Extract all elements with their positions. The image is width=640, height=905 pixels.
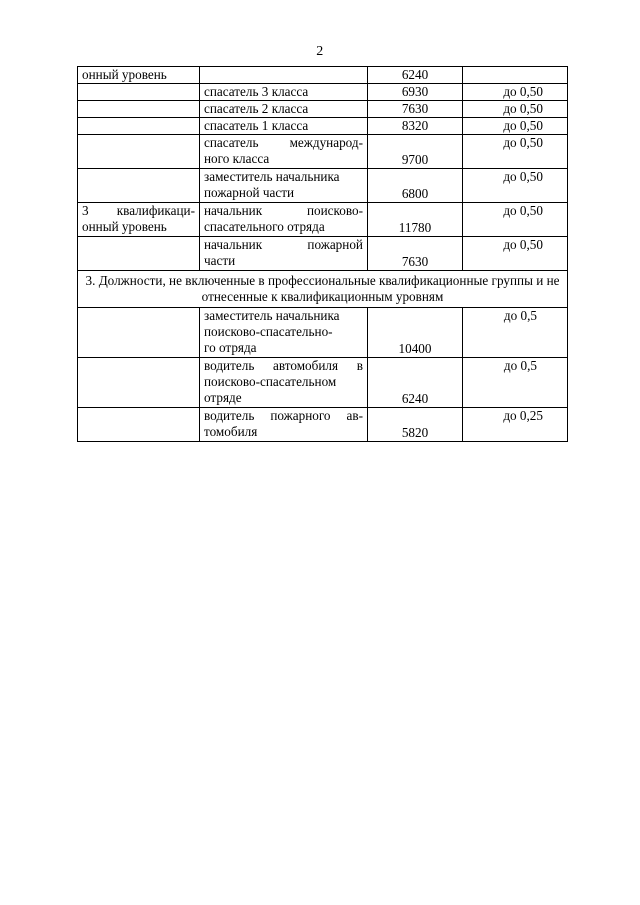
level-cell xyxy=(78,237,200,271)
table-row xyxy=(78,358,568,408)
level-cell xyxy=(78,169,200,203)
table-row xyxy=(78,408,568,442)
position-cell xyxy=(200,408,368,442)
position-cell xyxy=(200,203,368,237)
coef-cell xyxy=(463,237,568,271)
amount-value: 11780 xyxy=(398,220,432,235)
position-line: ного класса xyxy=(204,151,270,166)
coef-cell xyxy=(463,408,568,442)
section-heading: 3. Должности, не включенные в профессиональные квалификационные группы и не отнесенные к квалификационным уровням xyxy=(78,271,568,308)
position-cell xyxy=(200,169,368,203)
table-row xyxy=(78,67,568,84)
coef-value: до 0,50 xyxy=(503,101,543,116)
position-cell xyxy=(200,308,368,358)
section-heading-row xyxy=(78,271,568,308)
level-cell xyxy=(78,84,200,101)
amount-value: 5820 xyxy=(401,425,429,440)
amount-cell xyxy=(368,203,463,237)
position-line: поисково-спасательно- xyxy=(204,324,333,339)
position-line: поисково-спасательном xyxy=(204,374,337,389)
amount-value: 9700 xyxy=(401,152,429,167)
table-row xyxy=(78,169,568,203)
level-cell xyxy=(78,408,200,442)
salary-table xyxy=(77,66,568,442)
position-cell: спасатель 3 класса xyxy=(200,84,368,101)
level-cell xyxy=(78,118,200,135)
position-line: водитель пожарного ав- xyxy=(204,408,363,423)
level-cell xyxy=(78,358,200,408)
table-row xyxy=(78,237,568,271)
position-line: заместитель начальника xyxy=(204,308,340,323)
table-row xyxy=(78,101,568,118)
position-line: томобиля xyxy=(204,424,258,439)
page-number: 2 xyxy=(316,44,324,59)
position-cell xyxy=(200,237,368,271)
position-line: спасательного отряда xyxy=(204,219,325,234)
table-row xyxy=(78,308,568,358)
position-line: части xyxy=(204,253,236,268)
position-line: го отряда xyxy=(204,340,257,355)
amount-value: 6240 xyxy=(401,391,429,406)
coef-value: до 0,50 xyxy=(503,203,543,218)
coef-cell xyxy=(463,135,568,169)
amount-cell xyxy=(368,135,463,169)
coef-cell xyxy=(463,101,568,118)
amount-value: 7630 xyxy=(401,254,429,269)
table-row xyxy=(78,84,568,101)
amount-cell xyxy=(368,101,463,118)
table-row xyxy=(78,135,568,169)
amount-value: 6800 xyxy=(401,186,429,201)
level-cell xyxy=(78,308,200,358)
coef-cell xyxy=(463,67,568,84)
amount-cell xyxy=(368,118,463,135)
coef-value: до 0,50 xyxy=(503,237,543,252)
position-cell xyxy=(200,67,368,84)
coef-cell xyxy=(463,84,568,101)
amount-value: 10400 xyxy=(398,341,432,356)
position-line: пожарной части xyxy=(204,185,295,200)
coef-cell xyxy=(463,169,568,203)
coef-cell xyxy=(463,308,568,358)
coef-value: до 0,50 xyxy=(503,84,543,99)
coef-value: до 0,25 xyxy=(503,408,543,423)
amount-cell xyxy=(368,308,463,358)
table-row xyxy=(78,118,568,135)
position-cell xyxy=(200,358,368,408)
coef-value: до 0,5 xyxy=(503,358,537,373)
amount-value: 7630 xyxy=(401,101,429,116)
amount-cell xyxy=(368,169,463,203)
position-line: начальник поисково- xyxy=(204,203,363,218)
coef-cell xyxy=(463,203,568,237)
amount-value: 6930 xyxy=(401,84,429,99)
amount-cell xyxy=(368,237,463,271)
position-line: спасатель международ- xyxy=(204,135,363,150)
level-cell: онный уровень xyxy=(78,67,200,84)
coef-value: до 0,5 xyxy=(503,308,537,323)
position-line: начальник пожарной xyxy=(204,237,363,252)
coef-value: до 0,50 xyxy=(503,169,543,184)
coef-cell xyxy=(463,358,568,408)
level-line: онный уровень xyxy=(82,219,167,234)
amount-cell xyxy=(368,358,463,408)
amount-value: 6240 xyxy=(401,67,429,82)
level-cell xyxy=(78,135,200,169)
position-line: водитель автомобиля в xyxy=(204,358,363,373)
level-cell xyxy=(78,203,200,237)
position-cell: спасатель 1 класса xyxy=(200,118,368,135)
position-cell: спасатель 2 класса xyxy=(200,101,368,118)
position-line: заместитель начальника xyxy=(204,169,340,184)
level-line: 3 квалификаци- xyxy=(82,203,195,218)
coef-value: до 0,50 xyxy=(503,135,543,150)
level-cell xyxy=(78,101,200,118)
amount-value: 8320 xyxy=(401,118,429,133)
amount-cell xyxy=(368,408,463,442)
position-line: отряде xyxy=(204,390,242,405)
table-row xyxy=(78,203,568,237)
position-cell xyxy=(200,135,368,169)
coef-cell xyxy=(463,118,568,135)
amount-cell xyxy=(368,84,463,101)
coef-value: до 0,50 xyxy=(503,118,543,133)
amount-cell xyxy=(368,67,463,84)
